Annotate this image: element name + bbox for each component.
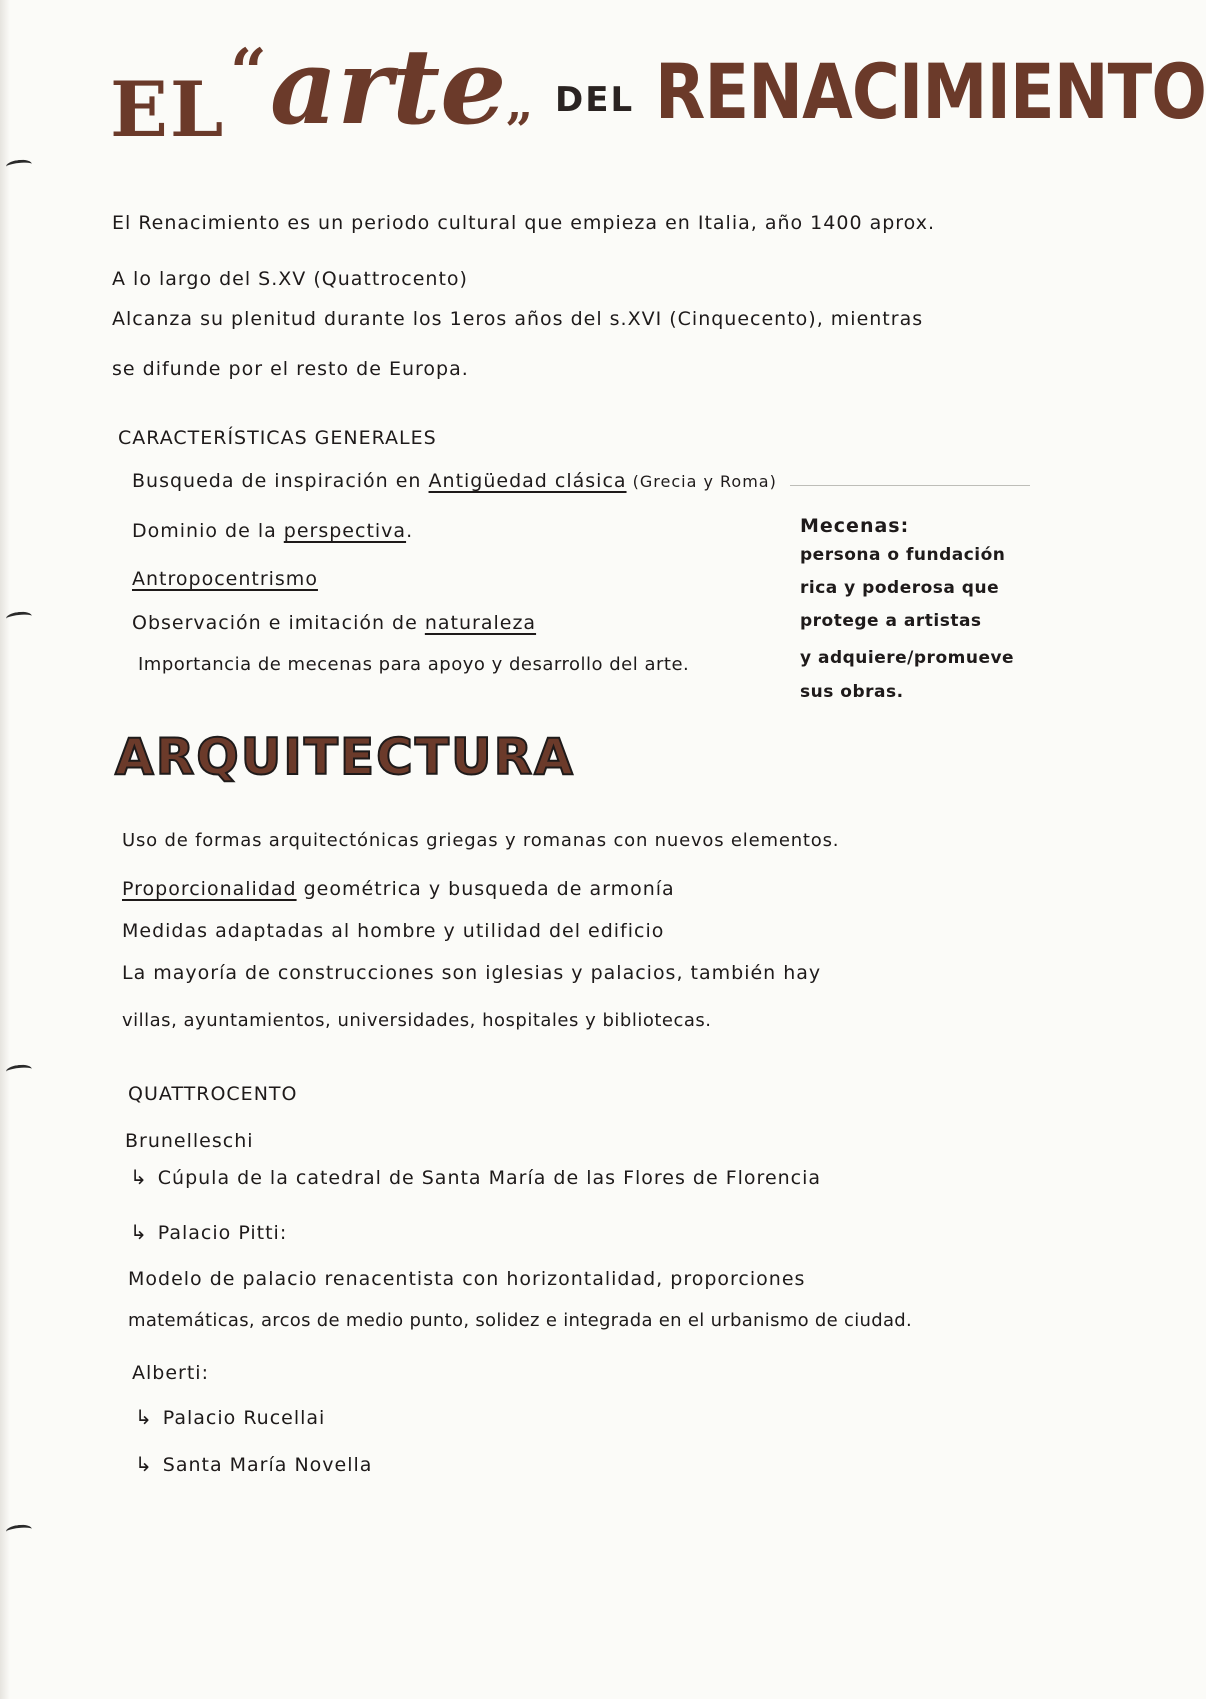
intro-line-1: El Renacimiento es un periodo cultural que empieza en Italia, año 1400 aprox. [112, 212, 936, 234]
mecenas-line: protege a artistas [800, 611, 982, 631]
mecenas-line: persona o fundación [800, 545, 1006, 565]
arrow-icon: ↳ [135, 1405, 153, 1429]
mecenas-line: y adquiere/promueve [800, 648, 1015, 668]
caracteristica-mecenas: Importancia de mecenas para apoyo y desarrollo del arte. [138, 654, 690, 675]
caracteristica-underlined: Antropocentrismo [132, 568, 318, 590]
modelo-line-2: matemáticas, arcos de medio punto, solidez e integrada en el urbanismo de ciudad. [128, 1310, 913, 1331]
alberti-label: Alberti: [132, 1362, 209, 1384]
caracteristica-underlined: naturaleza [424, 612, 537, 634]
caracteristica-text: (Grecia y Roma) [626, 472, 777, 491]
caracteristica-underlined: Antigüedad clásica [428, 470, 627, 492]
caracteristica-text: Busqueda de inspiración en [132, 470, 429, 492]
caracteristica-antiguedad [132, 470, 777, 492]
caracteristica-underlined: perspectiva [283, 520, 407, 542]
intro-line-4: se difunde por el resto de Europa. [112, 358, 469, 380]
arquitectura-line-4: La mayoría de construcciones son iglesias y palacios, también hay [122, 962, 822, 984]
title-arte: arte [270, 25, 507, 148]
title-el: EL [110, 65, 226, 154]
arrow-icon: ↳ [130, 1165, 148, 1189]
page-edge-shadow [0, 0, 10, 1699]
arquitectura-line-5: villas, ayuntamientos, universidades, hospitales y bibliotecas. [122, 1010, 712, 1031]
arrow-icon: ↳ [130, 1220, 148, 1244]
rucellai-text: Palacio Rucellai [162, 1407, 326, 1429]
mecenas-line: rica y poderosa que [800, 578, 1000, 598]
sidebar-divider [790, 485, 1030, 486]
caracteristica-text: Dominio de la [132, 520, 284, 542]
brunelleschi-label: Brunelleschi [125, 1130, 254, 1152]
pitti-item [130, 1220, 287, 1244]
arquitectura-line-2 [122, 878, 675, 900]
rucellai-item [135, 1405, 325, 1429]
title-del: DEL [555, 80, 635, 120]
mecenas-label: Mecenas: [800, 515, 910, 537]
mecenas-line: sus obras. [800, 682, 904, 702]
intro-line-2: A lo largo del S.XV (Quattrocento) [112, 268, 468, 290]
caracteristica-naturaleza [132, 612, 536, 634]
title-renacimiento: RENACIMIENTO [655, 47, 1206, 136]
title-quote-close: ” [505, 103, 533, 159]
caracteristica-perspectiva [132, 520, 413, 542]
caracteristica-text: Observación e imitación de [132, 612, 425, 634]
novella-item [135, 1452, 372, 1476]
arrow-icon: ↳ [135, 1452, 153, 1476]
title-quote-open: “ [230, 35, 267, 110]
cupula-text: Cúpula de la catedral de Santa María de las Flores de Florencia [157, 1167, 822, 1189]
page-title [110, 25, 1206, 159]
arquitectura-line-3: Medidas adaptadas al hombre y utilidad del edificio [122, 920, 665, 942]
caracteristica-text: . [406, 520, 414, 542]
caracteristica-antropocentrismo [132, 568, 318, 590]
intro-line-3: Alcanza su plenitud durante los 1eros años del s.XVI (Cinquecento), mientras [112, 308, 924, 330]
arquitectura-line-1: Uso de formas arquitectónicas griegas y romanas con nuevos elementos. [122, 830, 840, 851]
novella-text: Santa María Novella [162, 1454, 373, 1476]
arquitectura-text: geométrica y busqueda de armonía [296, 878, 675, 900]
caracteristicas-heading: CARACTERÍSTICAS GENERALES [118, 427, 437, 449]
arquitectura-underlined: Proporcionalidad [122, 878, 297, 900]
quattrocento-heading: QUATTROCENTO [128, 1083, 298, 1105]
modelo-line-1: Modelo de palacio renacentista con horizontalidad, proporciones [128, 1268, 806, 1290]
pitti-text: Palacio Pitti: [157, 1222, 288, 1244]
arquitectura-heading: ARQUITECTURA [115, 728, 575, 786]
cupula-item [130, 1165, 821, 1189]
